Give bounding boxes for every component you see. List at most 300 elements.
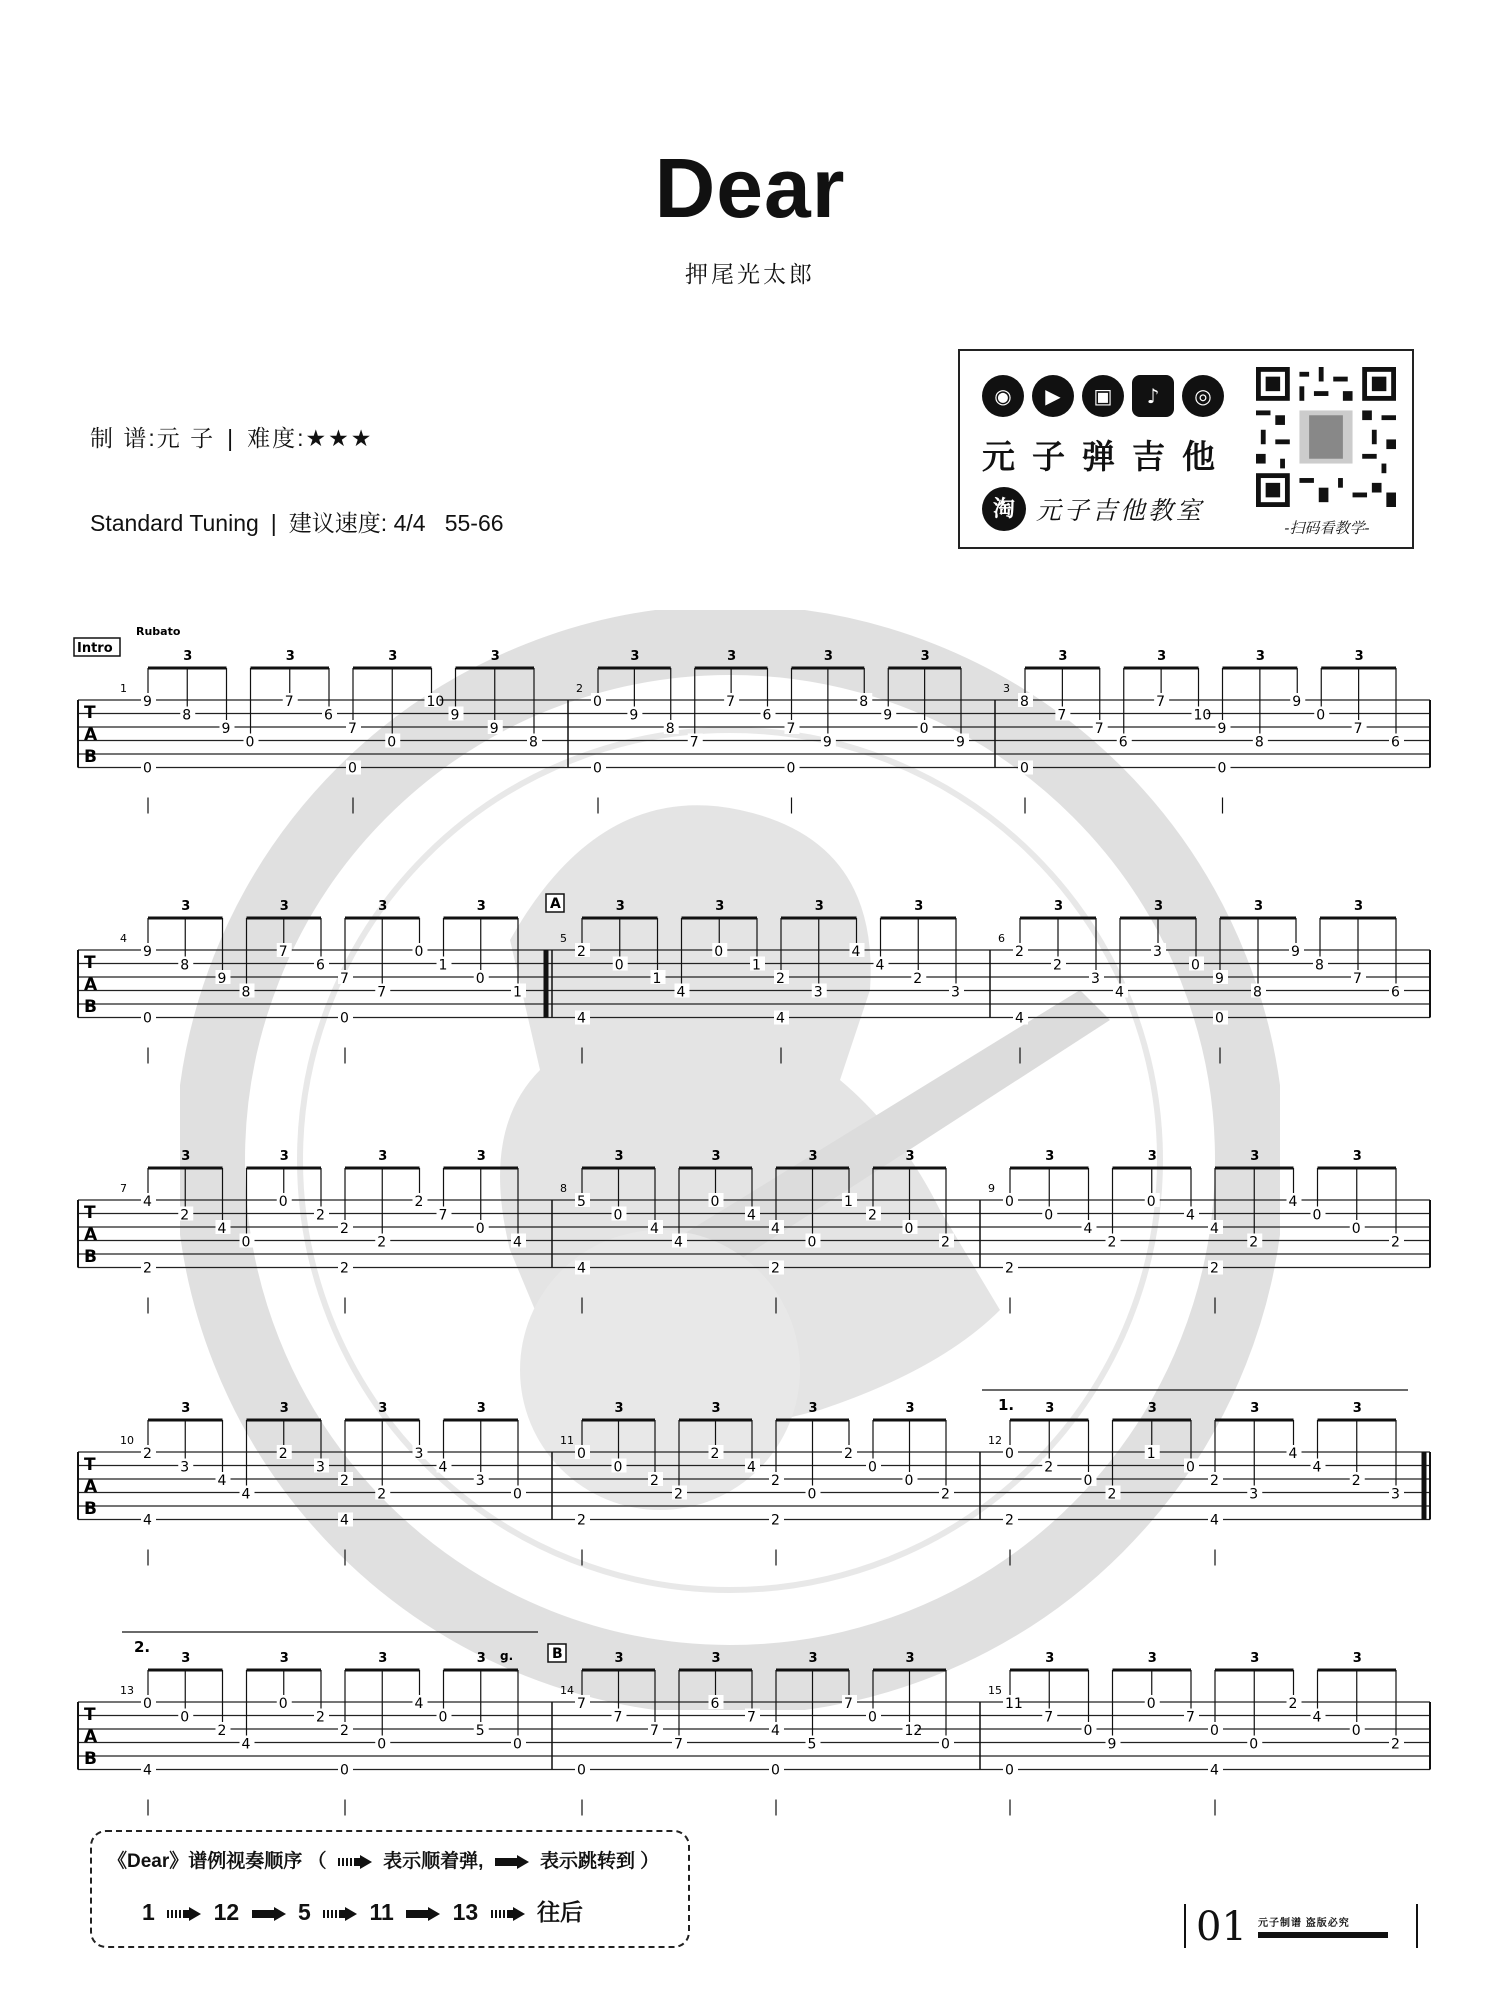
tuplet-number: 3: [279, 1651, 289, 1666]
qr-caption: -扫码看教学-: [1284, 519, 1370, 537]
tuplet-number: 3: [615, 899, 625, 914]
shop-name: 元子吉他教室: [1036, 496, 1205, 525]
taobao-icon: 淘: [982, 487, 1026, 531]
measure-number: 3: [1003, 682, 1010, 695]
fret-number: 2: [913, 971, 923, 987]
fret-number: 1: [513, 984, 522, 1001]
fret-number: 4: [340, 1512, 349, 1529]
fret-number: 8: [529, 734, 538, 751]
fret-number: 3: [813, 984, 823, 1001]
measure-number: 5: [560, 932, 567, 945]
fret-number: 3: [1249, 1486, 1259, 1503]
fret-number: 0: [593, 760, 602, 777]
measure-number: 12: [988, 1434, 1002, 1447]
tab-clef-letter: T: [84, 953, 96, 973]
fret-number: 7: [1156, 694, 1166, 710]
order-step: 往后: [537, 1899, 584, 1925]
fret-number: 0: [340, 1010, 349, 1027]
fret-number: 2: [143, 1446, 152, 1462]
sequential-arrow-icon: [323, 1907, 357, 1921]
fret-number: 4: [1015, 1010, 1024, 1027]
tab-clef-letter: B: [84, 1247, 97, 1267]
fret-number: 4: [1083, 1221, 1093, 1237]
fret-number: 8: [180, 957, 190, 974]
fret-number: 0: [387, 734, 397, 751]
fret-number: 7: [786, 721, 796, 737]
copyright-note: 元子制谱 盗版必究: [1258, 1918, 1350, 1929]
order-step: 1: [142, 1899, 155, 1925]
tuplet-number: 3: [181, 899, 191, 914]
tuplet-number: 3: [905, 1149, 915, 1164]
fret-number: 0: [1351, 1221, 1361, 1237]
fret-number: 0: [513, 1486, 522, 1503]
tuplet-number: 3: [1354, 649, 1364, 664]
fret-number: 0: [1191, 957, 1200, 974]
fret-number: 2: [771, 1512, 780, 1529]
fret-number: 4: [851, 944, 861, 960]
fret-number: 0: [1083, 1723, 1093, 1739]
fret-number: 3: [1391, 1486, 1400, 1503]
sequential-arrow-icon: [491, 1907, 525, 1921]
difficulty-stars: ★★★: [305, 425, 374, 451]
fret-number: 2: [844, 1446, 853, 1462]
play-order-sequence: [142, 1894, 583, 1927]
fret-number: 0: [278, 1194, 288, 1210]
fret-number: 2: [674, 1486, 683, 1503]
play-icon: ▶: [1032, 375, 1074, 417]
tuplet-number: 3: [905, 1651, 915, 1666]
fret-number: 0: [245, 734, 255, 751]
fret-number: 7: [747, 1709, 756, 1726]
fret-number: 0: [807, 1486, 817, 1503]
douyin-icon: ♪: [1132, 375, 1174, 417]
tuplet-number: 3: [476, 1149, 486, 1164]
fret-number: 0: [143, 1010, 152, 1027]
tuplet-number: 3: [905, 1401, 915, 1416]
fret-number: 6: [762, 707, 772, 724]
fret-number: 0: [613, 1459, 623, 1476]
tab-clef-letter: B: [84, 747, 97, 767]
fret-number: 7: [577, 1696, 586, 1712]
tuplet-number: 3: [181, 1401, 191, 1416]
tuplet-number: 3: [914, 899, 924, 914]
fret-number: 0: [904, 1221, 914, 1237]
brand-name: 元子弹吉他: [982, 438, 1232, 475]
tuplet-number: 3: [1254, 899, 1264, 914]
grace-label: g.: [500, 1649, 514, 1663]
tuplet-number: 3: [378, 899, 388, 914]
fret-number: 2: [1391, 1234, 1400, 1251]
fret-number: 0: [348, 760, 357, 777]
fret-number: 2: [1053, 957, 1062, 974]
fret-number: 2: [143, 1260, 152, 1277]
fret-number: 2: [868, 1207, 877, 1224]
fret-number: 9: [629, 707, 639, 724]
tuplet-number: 3: [1147, 1149, 1157, 1164]
fret-number: 2: [650, 1473, 659, 1489]
fret-number: 1: [844, 1194, 853, 1210]
fret-number: 0: [414, 944, 424, 960]
song-title: Dear: [654, 141, 846, 235]
fret-number: 4: [776, 1010, 785, 1027]
fret-number: 0: [1005, 1446, 1014, 1462]
tab-clef-letter: A: [84, 1225, 98, 1245]
fret-number: 2: [1351, 1473, 1361, 1489]
fret-number: 3: [951, 984, 960, 1001]
tuplet-number: 3: [183, 649, 193, 664]
measure-number: 7: [120, 1182, 127, 1195]
tuplet-number: 3: [279, 1401, 289, 1416]
fret-number: 0: [904, 1473, 914, 1489]
tuplet-number: 3: [1250, 1149, 1260, 1164]
fret-number: 7: [1353, 971, 1362, 987]
tuplet-number: 3: [378, 1149, 388, 1164]
tuplet-number: 3: [1250, 1401, 1260, 1416]
fret-number: 4: [241, 1736, 251, 1753]
fret-number: 7: [1044, 1709, 1054, 1726]
fret-number: 6: [324, 707, 333, 724]
tuplet-number: 3: [1352, 1401, 1362, 1416]
fret-number: 6: [1391, 734, 1400, 751]
fret-number: 4: [577, 1010, 586, 1027]
fret-number: 4: [143, 1512, 152, 1529]
fret-number: 7: [278, 944, 288, 960]
jump-arrow-icon: [495, 1855, 529, 1869]
fret-number: 9: [450, 707, 460, 724]
tuplet-number: 3: [476, 899, 486, 914]
tuplet-number: 3: [715, 899, 725, 914]
fret-number: 9: [956, 734, 965, 751]
fret-number: 0: [714, 944, 724, 960]
fret-number: 0: [1083, 1473, 1093, 1489]
fret-number: 4: [771, 1723, 780, 1739]
fret-number: 2: [577, 1512, 586, 1529]
fret-number: 0: [593, 694, 602, 710]
fret-number: 4: [513, 1234, 522, 1251]
fret-number: 10: [1193, 707, 1212, 724]
fret-number: 6: [316, 957, 325, 974]
fret-number: 7: [284, 694, 294, 710]
fret-number: 0: [1146, 1696, 1156, 1712]
tuplet-number: 3: [378, 1651, 388, 1666]
fret-number: 4: [1312, 1459, 1322, 1476]
order-step: 5: [297, 1899, 311, 1925]
fret-number: 0: [475, 1221, 485, 1237]
fret-number: 0: [438, 1709, 448, 1726]
fret-number: 9: [1217, 721, 1227, 737]
fret-number: 2: [1005, 1512, 1014, 1529]
fret-number: 9: [1107, 1736, 1117, 1753]
fret-number: 6: [1118, 734, 1128, 751]
fret-number: 3: [316, 1459, 325, 1476]
tuning-tempo-line: Standard Tuning | 建议速度: 4/4 55-66: [90, 510, 504, 536]
netease-icon: ◎: [1182, 375, 1224, 417]
fret-number: 1: [752, 957, 761, 974]
fret-number: 7: [613, 1709, 623, 1726]
fret-number: 5: [807, 1736, 817, 1753]
fret-number: 2: [1391, 1736, 1400, 1753]
fret-number: 3: [1091, 971, 1100, 987]
order-step: 12: [213, 1899, 240, 1925]
tuplet-number: 3: [1250, 1651, 1260, 1666]
fret-number: 2: [180, 1207, 190, 1224]
fret-number: 2: [340, 1473, 349, 1489]
fret-number: 9: [489, 721, 499, 737]
fret-number: 2: [377, 1234, 387, 1251]
fret-number: 3: [414, 1446, 424, 1462]
fret-number: 2: [1107, 1234, 1117, 1251]
order-step: 13: [452, 1899, 479, 1925]
fret-number: 0: [1249, 1736, 1259, 1753]
fret-number: 2: [217, 1723, 227, 1739]
fret-number: 0: [377, 1736, 387, 1753]
footer-bar: [1258, 1932, 1388, 1938]
ending-1-label: 1.: [998, 1396, 1015, 1414]
fret-number: 8: [241, 984, 251, 1001]
fret-number: 7: [1094, 721, 1104, 737]
fret-number: 0: [577, 1446, 586, 1462]
tab-clef-letter: B: [84, 997, 97, 1017]
fret-number: 0: [1005, 1194, 1014, 1210]
fret-number: 4: [143, 1762, 152, 1779]
fret-number: 8: [1254, 734, 1264, 751]
fret-number: 7: [674, 1736, 683, 1753]
tuplet-number: 3: [808, 1651, 818, 1666]
fret-number: 4: [217, 1473, 227, 1489]
fret-number: 2: [377, 1486, 387, 1503]
tab-clef-letter: B: [84, 1499, 97, 1519]
fret-number: 7: [1353, 721, 1363, 737]
tuplet-number: 3: [808, 1401, 818, 1416]
fret-number: 0: [919, 721, 929, 737]
fret-number: 2: [710, 1446, 720, 1462]
measure-number: 1: [120, 682, 127, 695]
tuplet-number: 3: [614, 1149, 624, 1164]
measure-number: 10: [120, 1434, 134, 1447]
tab-clef-letter: T: [84, 1455, 96, 1475]
tuplet-number: 3: [920, 649, 930, 664]
fret-number: 2: [340, 1221, 349, 1237]
sequential-arrow-icon: [338, 1855, 372, 1869]
fret-number: 0: [475, 971, 485, 987]
tuplet-number: 3: [1147, 1401, 1157, 1416]
fret-number: 4: [577, 1260, 586, 1277]
section-b-label: B: [552, 1646, 563, 1662]
tuplet-number: 3: [711, 1651, 721, 1666]
tuplet-number: 3: [279, 1149, 289, 1164]
measure-number: 6: [998, 932, 1005, 945]
fret-number: 2: [1249, 1234, 1259, 1251]
fret-number: 0: [1146, 1194, 1156, 1210]
fret-number: 0: [1215, 1010, 1224, 1027]
tuplet-number: 3: [1054, 899, 1064, 914]
fret-number: 4: [438, 1459, 448, 1476]
tempo-value: 55-66: [444, 510, 504, 536]
fret-number: 2: [278, 1446, 288, 1462]
fret-number: 2: [1044, 1459, 1054, 1476]
fret-number: 2: [941, 1486, 950, 1503]
fret-number: 9: [221, 721, 231, 737]
jump-arrow-icon: [252, 1907, 286, 1921]
tuplet-number: 3: [1147, 1651, 1157, 1666]
fret-number: 4: [747, 1459, 756, 1476]
tuplet-number: 3: [1045, 1149, 1055, 1164]
fret-number: 7: [1057, 707, 1067, 724]
fret-number: 9: [1291, 944, 1300, 960]
fret-number: 2: [340, 1723, 349, 1739]
arranger: 制 谱:元 子: [90, 425, 216, 451]
fret-number: 0: [1312, 1207, 1322, 1224]
tab-clef-letter: T: [84, 1203, 96, 1223]
play-order-title: 《Dear》谱例视奏顺序 （ 表示顺着弹, 表示跳转到 ）: [108, 1851, 660, 1872]
fret-number: 4: [1210, 1762, 1219, 1779]
tuplet-number: 3: [1154, 899, 1164, 914]
fret-number: 0: [614, 957, 624, 974]
fret-number: 4: [1210, 1221, 1219, 1237]
fret-number: 2: [1288, 1696, 1298, 1712]
tuplet-number: 3: [279, 899, 289, 914]
fret-number: 4: [771, 1221, 780, 1237]
fret-number: 0: [241, 1234, 251, 1251]
fret-number: 7: [348, 721, 357, 737]
fret-number: 8: [1315, 957, 1324, 974]
fret-number: 6: [1391, 984, 1400, 1001]
time-signature: 4/4: [393, 510, 426, 536]
fret-number: 2: [771, 1260, 780, 1277]
intro-label: Intro: [77, 641, 113, 656]
fret-number: 7: [689, 734, 699, 751]
fret-number: 0: [1005, 1762, 1014, 1779]
fret-number: 11: [1005, 1696, 1023, 1712]
fret-number: 0: [710, 1194, 720, 1210]
fret-number: 2: [1015, 944, 1024, 960]
tuplet-number: 3: [808, 1149, 818, 1164]
tuplet-number: 3: [378, 1401, 388, 1416]
fret-number: 0: [143, 760, 152, 777]
tuplet-number: 3: [476, 1651, 486, 1666]
difficulty-label: 难度:: [247, 425, 306, 451]
fret-number: 7: [844, 1696, 853, 1712]
measure-number: 15: [988, 1684, 1002, 1697]
tuplet-number: 3: [181, 1651, 191, 1666]
weibo-icon: ◉: [982, 375, 1024, 417]
arranger-difficulty-line: 制 谱:元 子 | 难度:★★★: [90, 425, 374, 451]
fret-number: 2: [1005, 1260, 1014, 1277]
fret-number: 4: [674, 1234, 683, 1251]
fret-number: 1: [1146, 1446, 1156, 1462]
fret-number: 6: [710, 1696, 720, 1712]
fret-number: 2: [1210, 1473, 1219, 1489]
fret-number: 4: [1312, 1709, 1322, 1726]
page-footer: [1184, 1904, 1418, 1948]
fret-number: 2: [414, 1194, 424, 1210]
page-number: 01: [1196, 1904, 1247, 1950]
fret-number: 1: [652, 971, 662, 987]
sequential-arrow-icon: [167, 1907, 201, 1921]
tuplet-number: 3: [711, 1401, 721, 1416]
fret-number: 9: [1292, 694, 1302, 710]
measure-number: 9: [988, 1182, 995, 1195]
fret-number: 7: [726, 694, 736, 710]
tuplet-number: 3: [1058, 649, 1068, 664]
fret-number: 5: [475, 1723, 485, 1739]
fret-number: 0: [807, 1234, 817, 1251]
fret-number: 9: [1215, 971, 1224, 987]
fret-number: 9: [217, 971, 227, 987]
tab-clef-letter: B: [84, 1749, 97, 1769]
tuplet-number: 3: [1352, 1149, 1362, 1164]
tab-clef-letter: A: [84, 725, 98, 745]
fret-number: 2: [1107, 1486, 1117, 1503]
fret-number: 0: [1186, 1459, 1195, 1476]
fret-number: 0: [786, 760, 796, 777]
fret-number: 3: [475, 1473, 485, 1489]
fret-number: 0: [1217, 760, 1227, 777]
tuplet-number: 3: [1352, 1651, 1362, 1666]
measure-number: 14: [560, 1684, 574, 1697]
play-order-box: [90, 1830, 690, 1948]
tab-clef-letter: T: [84, 1705, 96, 1725]
fret-number: 2: [771, 1473, 780, 1489]
measure-number: 13: [120, 1684, 134, 1697]
fret-number: 3: [180, 1459, 190, 1476]
tuplet-number: 3: [388, 649, 398, 664]
fret-number: 2: [340, 1260, 349, 1277]
fret-number: 8: [182, 707, 192, 724]
fret-number: 7: [340, 971, 349, 987]
fret-number: 2: [1210, 1260, 1219, 1277]
tuplet-number: 3: [476, 1401, 486, 1416]
fret-number: 12: [904, 1723, 923, 1739]
fret-number: 2: [316, 1207, 325, 1224]
tab-clef-letter: A: [84, 1727, 98, 1747]
tuplet-number: 3: [490, 649, 500, 664]
fret-number: 9: [143, 694, 152, 710]
tab-clef-letter: A: [84, 1477, 98, 1497]
tuplet-number: 3: [727, 649, 737, 664]
fret-number: 7: [438, 1207, 448, 1224]
rubato-label: Rubato: [136, 625, 181, 638]
fret-number: 0: [1044, 1207, 1054, 1224]
tuplet-number: 3: [1045, 1651, 1055, 1666]
bilibili-icon: ▣: [1082, 375, 1124, 417]
fret-number: 3: [1153, 944, 1162, 960]
tuplet-number: 3: [181, 1149, 191, 1164]
fret-number: 9: [822, 734, 832, 751]
tuplet-number: 3: [630, 649, 640, 664]
fret-number: 4: [1115, 984, 1124, 1001]
fret-number: 0: [278, 1696, 288, 1712]
measure-number: 11: [560, 1434, 574, 1447]
fret-number: 0: [340, 1762, 349, 1779]
measure-number: 8: [560, 1182, 567, 1195]
fret-number: 2: [776, 971, 785, 987]
fret-number: 0: [613, 1207, 623, 1224]
fret-number: 4: [241, 1486, 251, 1503]
fret-number: 0: [513, 1736, 522, 1753]
fret-number: 0: [1316, 707, 1326, 724]
measure-number: 2: [576, 682, 583, 695]
tuplet-number: 3: [711, 1149, 721, 1164]
tuplet-number: 3: [814, 899, 824, 914]
tuplet-number: 3: [1157, 649, 1167, 664]
fret-number: 2: [577, 944, 586, 960]
tuning: Standard Tuning: [90, 510, 259, 536]
tuplet-number: 3: [614, 1651, 624, 1666]
jump-arrow-icon: [406, 1907, 440, 1921]
tuplet-number: 3: [1354, 899, 1364, 914]
tuplet-number: 3: [1255, 649, 1265, 664]
